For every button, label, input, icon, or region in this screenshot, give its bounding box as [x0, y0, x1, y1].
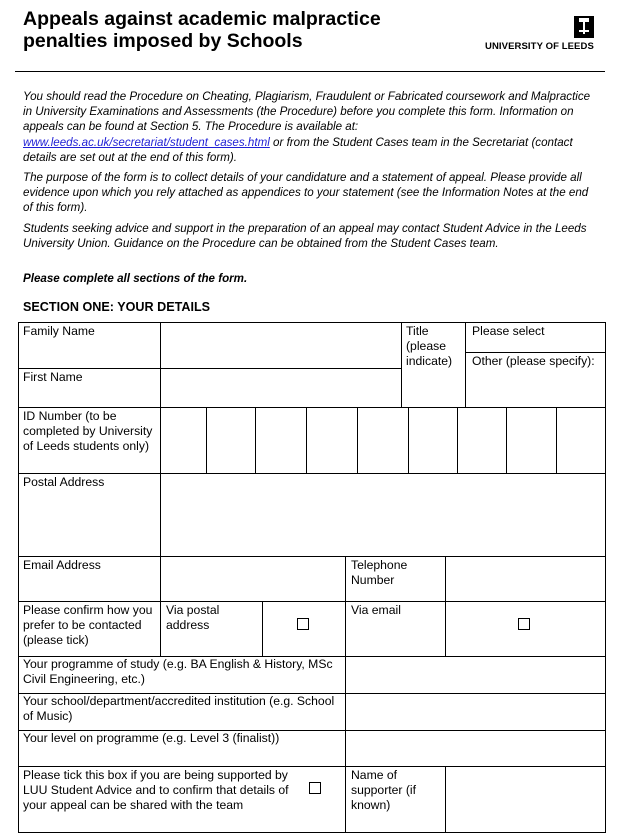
- table-border: [262, 601, 263, 656]
- intro-procedure-text-after: or from the Student Cases team in the Secretariat (contact details are set out at the end of this form).: [23, 135, 573, 164]
- id-number-label: ID Number (to be completed by University of Leeds students only): [23, 409, 153, 453]
- via-post-checkbox[interactable]: [297, 618, 309, 630]
- title-other-field[interactable]: Other (please specify):: [472, 354, 595, 368]
- via-email-checkbox[interactable]: [518, 618, 530, 630]
- programme-field[interactable]: [346, 657, 605, 693]
- table-border: [345, 601, 346, 656]
- first-name-field[interactable]: [161, 369, 401, 407]
- table-border: [465, 322, 466, 407]
- student-cases-link[interactable]: www.leeds.ac.uk/secretariat/student_cases.html: [23, 135, 270, 149]
- form-title-line-1: Appeals against academic malpractice: [23, 8, 381, 30]
- telephone-field[interactable]: [446, 557, 605, 601]
- school-field[interactable]: [346, 694, 605, 730]
- first-name-label: First Name: [23, 370, 83, 384]
- supporter-name-label: Name of supporter (if known): [351, 768, 417, 812]
- form-title-line-2: penalties imposed by Schools: [23, 30, 303, 52]
- level-field[interactable]: [346, 731, 605, 766]
- table-border: [18, 601, 606, 602]
- intro-paragraph-advice: Students seeking advice and support in the preparation of an appeal may contact Student Advice in the Leeds University Union. Guidance on the Procedure can be obtained from the Student Cases team.: [23, 222, 587, 251]
- complete-all-sections-note: Please complete all sections of the form.: [23, 272, 248, 285]
- level-label: Your level on programme (e.g. Level 3 (finalist)): [23, 731, 280, 745]
- title-select[interactable]: Please select: [472, 324, 545, 338]
- title-label: Title (please indicate): [406, 324, 453, 368]
- family-name-label: Family Name: [23, 324, 95, 338]
- via-post-label: Via postal address: [166, 603, 220, 632]
- email-label: Email Address: [23, 558, 101, 572]
- programme-label: Your programme of study (e.g. BA English & History, MSc Civil Engineering, etc.): [23, 657, 333, 686]
- table-border: [605, 322, 606, 832]
- table-border: [160, 601, 161, 656]
- intro-paragraph-purpose: The purpose of the form is to collect details of your candidature and a statement of appeal. Please provide all evidence upon which you rely attached as appendices to your statement (see the Information Notes at the end of this form).: [23, 171, 589, 215]
- postal-address-field[interactable]: [161, 474, 605, 556]
- family-name-field[interactable]: [161, 323, 401, 368]
- university-name: UNIVERSITY OF LEEDS: [485, 41, 594, 52]
- via-email-label: Via email: [351, 603, 401, 617]
- id-number-field[interactable]: [161, 408, 605, 473]
- table-border: [465, 352, 605, 353]
- intro-procedure-text: You should read the Procedure on Cheating, Plagiarism, Fraudulent or Fabricated coursework and Malpractice in University Examinations and Assessments (the Procedure) before you complete this form. Information on appeals can be found at Section 5. The Procedure is available at:: [23, 90, 591, 134]
- luu-support-label: Please tick this box if you are being supported by LUU Student Advice and to confirm that details of your appeal can be shared with the team: [23, 768, 289, 812]
- table-border: [345, 556, 346, 601]
- table-border: [445, 601, 446, 656]
- supporter-name-field[interactable]: [446, 767, 605, 832]
- section-one-heading: SECTION ONE: YOUR DETAILS: [23, 300, 211, 314]
- contact-preference-label: Please confirm how you prefer to be contacted (please tick): [23, 603, 153, 647]
- table-border: [18, 832, 606, 833]
- postal-address-label: Postal Address: [23, 475, 105, 489]
- table-border: [345, 766, 346, 832]
- table-border: [401, 322, 402, 407]
- telephone-label: Telephone Number: [351, 558, 408, 587]
- school-label: Your school/department/accredited institution (e.g. School of Music): [23, 694, 335, 723]
- table-border: [18, 322, 19, 832]
- luu-support-checkbox[interactable]: [309, 782, 321, 794]
- email-field[interactable]: [161, 557, 345, 601]
